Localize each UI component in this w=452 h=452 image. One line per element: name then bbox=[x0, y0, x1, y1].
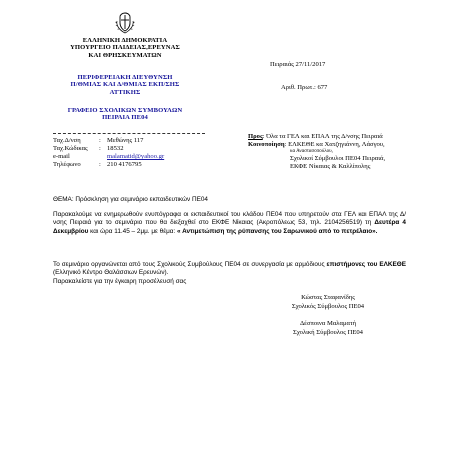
body-bold-date: Δευτέρα 4 Δεκεμβρίου bbox=[53, 219, 406, 235]
signature-2 bbox=[268, 320, 388, 337]
body-text: Το σεμινάριο οργανώνεται από τους Σχολικούς Συμβούλους ΠΕ04 σε συνεργασία με αρμόδιους bbox=[53, 261, 327, 268]
region-line: ΠΕΡΙΦΕΡΕΙΑΚΗ ΔΙΕΥΘΥΝΣΗ bbox=[77, 74, 173, 81]
office-line: ΓΡΑΦΕΙΟ ΣΧΟΛΙΚΩΝ ΣΥΜΒΟΥΛΩΝ bbox=[67, 107, 183, 114]
signature-name: Δέσποινα Μαλαματή bbox=[299, 320, 357, 327]
date-line: Πειραιάς 27/11/2017 bbox=[270, 61, 326, 68]
contact-label: e-mail bbox=[53, 153, 70, 160]
header-line: ΕΛΛΗΝΙΚΗ ΔΗΜΟΚΡΑΤΙΑ bbox=[82, 37, 168, 44]
contact-sep: : bbox=[99, 137, 101, 144]
body-paragraph-1 bbox=[53, 211, 406, 236]
to-value: : Όλα τα ΓΕΛ και ΕΠΑΛ της Δ/νσης Πειραιά bbox=[262, 133, 383, 140]
body-bold-org: επιστήμονες του ΕΛΚΕΘΕ bbox=[326, 261, 406, 268]
contact-value: 210 4176795 bbox=[107, 161, 142, 168]
region-line: Π/ΘΜΙΑΣ ΚΑΙ Δ/ΘΜΙΑΣ ΕΚΠ/ΣΗΣ bbox=[70, 81, 180, 89]
contact-row bbox=[53, 137, 164, 145]
region-header bbox=[55, 74, 195, 96]
region-line: ΑΤΤΙΚΗΣ bbox=[109, 88, 141, 96]
cc-line: Σχολικοί Σύμβουλοι ΠΕ04 Πειραιά, bbox=[290, 155, 386, 162]
cc-line: κα Αναστασοπούλου, bbox=[290, 149, 333, 154]
recipients-block bbox=[248, 133, 448, 171]
contact-row bbox=[53, 161, 164, 169]
signature-role: Σχολικός Σύμβουλος ΠΕ04 bbox=[291, 302, 365, 310]
cc-value: : ΕΛΚΕΘΕ κα Χατζηγιάννη, Λάσγου, bbox=[284, 141, 385, 148]
body-text: (Ελληνικό Κέντρο Θαλάσσιων Ερευνών). bbox=[53, 269, 169, 277]
signature-role: Σχολική Σύμβουλος ΠΕ04 bbox=[293, 328, 363, 336]
subject-line: ΘΕΜΑ: Πρόσκληση για σεμινάριο εκπαιδευτικών ΠΕ04 bbox=[53, 196, 208, 203]
contact-label: Ταχ.Κώδικας bbox=[53, 145, 88, 152]
contact-row bbox=[53, 145, 164, 153]
contact-label: Ταχ.Δ/νση bbox=[53, 137, 81, 144]
header-line: ΚΑΙ ΘΡΗΣΚΕΥΜΑΤΩΝ bbox=[88, 51, 162, 59]
body-text: και ώρα 11.45 – 2μμ. με θέμα: bbox=[88, 227, 177, 235]
contact-sep: : bbox=[99, 145, 101, 152]
contact-label: Τηλέφωνο bbox=[53, 161, 81, 168]
ministry-header bbox=[60, 37, 190, 59]
body-bold-topic: « Αντιμετώπιση της ρύπανσης του Σαρωνικού από το πετρέλαιο». bbox=[177, 227, 378, 235]
body-paragraph-2 bbox=[53, 261, 406, 278]
cc-label: Κοινοποίηση bbox=[248, 141, 285, 148]
body-text: Παρακαλούμε να ενημερωθούν ενυπόγραφα οι εκπαιδευτικοί του κλάδου ΠΕ04 που υπηρετούν στα ΓΕΛ και ΕΠΑΛ της Δ/νσης Πειραιά για το σεμινάριο που θα διεξαχθεί στο ΕΚΦΕ Νίκαιας (Ακροπόλεως 53, τηλ. 2104256519) τη bbox=[53, 211, 406, 227]
cc-line: ΕΚΦΕ Νίκαιας & Καλλίπολης bbox=[290, 163, 371, 170]
to-row bbox=[248, 133, 448, 141]
contact-block bbox=[53, 137, 164, 169]
greek-emblem-icon bbox=[113, 12, 137, 34]
signature-name: Κώστας Σταφανίδης bbox=[301, 294, 355, 301]
contact-row bbox=[53, 153, 164, 161]
email-link[interactable]: malamatid@yahoo.gr bbox=[107, 153, 165, 160]
body-paragraph-3: Παρακαλείστε για την έγκαιρη προσέλευσή σας bbox=[53, 278, 187, 285]
header-line: ΥΠΟΥΡΓΕΙΟ ΠΑΙΔΕΙΑΣ,ΕΡΕΥΝΑΣ bbox=[70, 44, 180, 52]
office-header bbox=[55, 107, 195, 122]
contact-value: Μεθώνης 117 bbox=[107, 137, 144, 144]
office-line: ΠΕΙΡΑΙΑ ΠΕ04 bbox=[102, 114, 148, 122]
to-label: Προς bbox=[248, 133, 263, 140]
signature-1 bbox=[268, 294, 388, 311]
protocol-line: Αριθ. Πρωτ.: 677 bbox=[281, 84, 328, 91]
divider bbox=[53, 133, 205, 134]
contact-sep: : bbox=[99, 161, 101, 168]
contact-value: 18532 bbox=[107, 145, 124, 152]
cc-row bbox=[248, 141, 448, 149]
